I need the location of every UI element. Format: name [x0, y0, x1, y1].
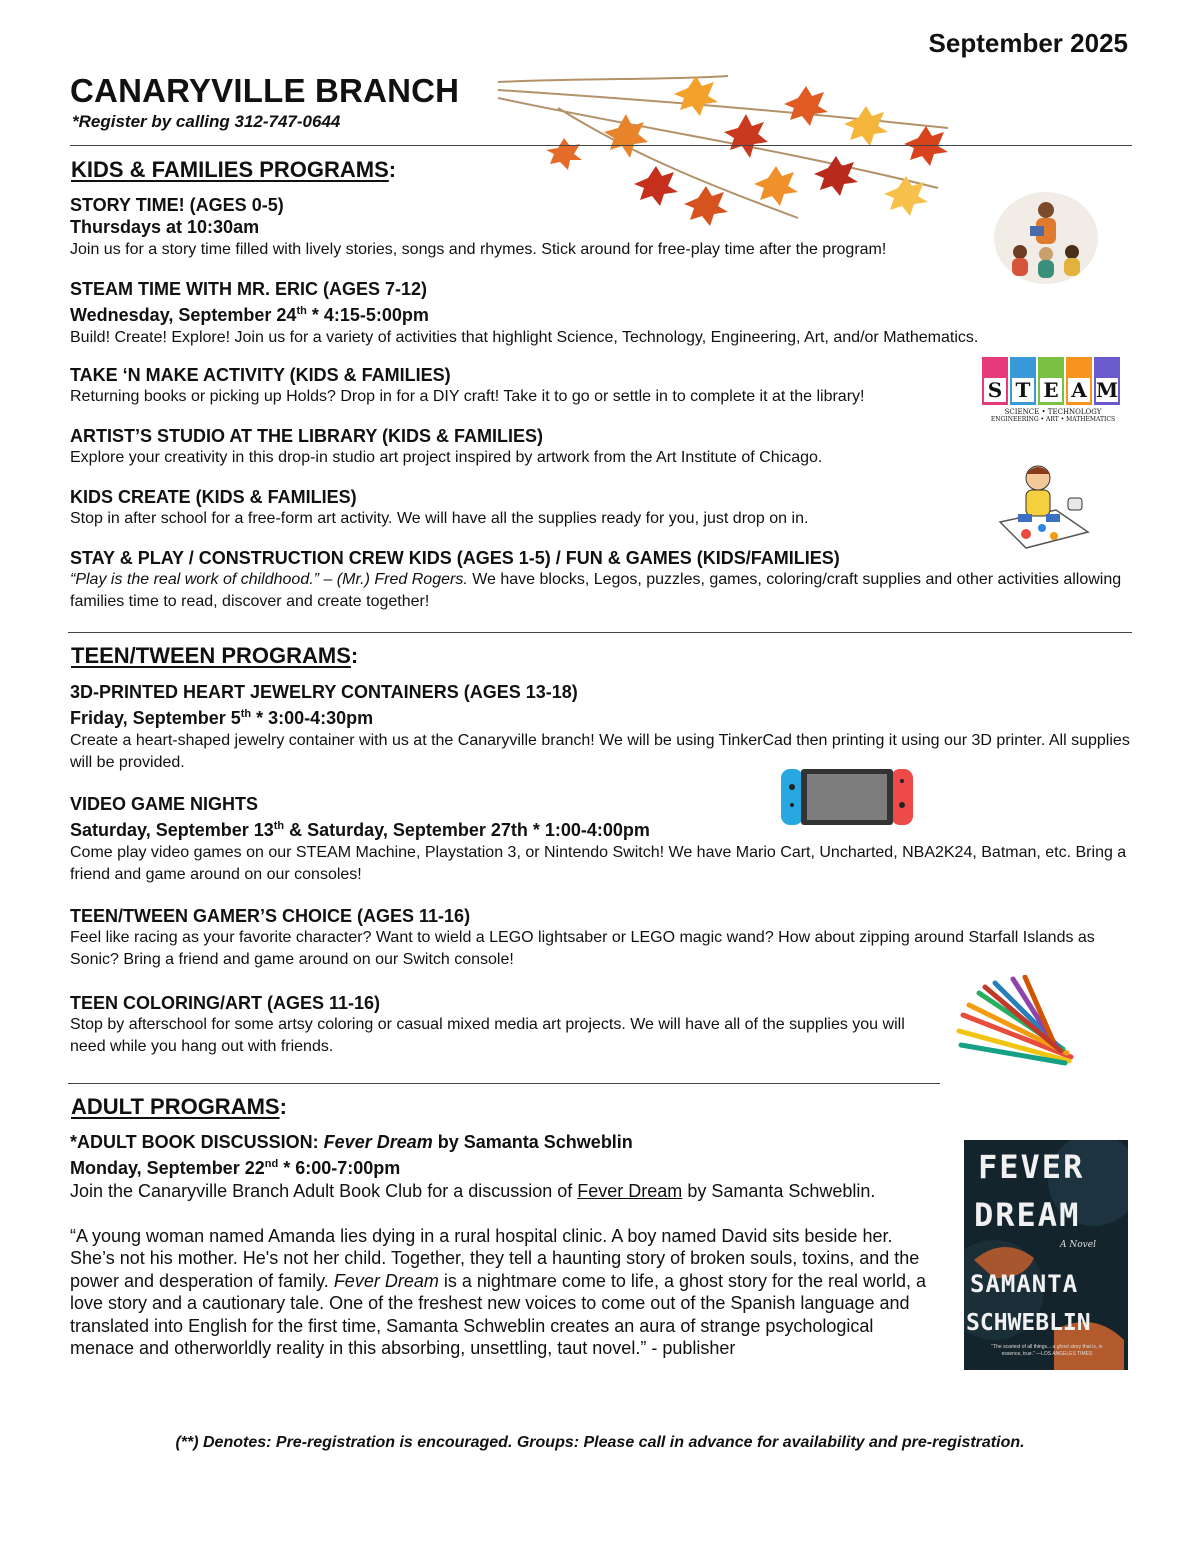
book-cover-fever-dream [964, 1140, 1128, 1370]
program-kids-create [70, 486, 970, 530]
adult-section-heading [71, 1094, 287, 1120]
book-author-line1: SAMANTA [970, 1270, 1079, 1298]
program-title: 3D-PRINTED HEART JEWELRY CONTAINERS (AGES 13-18) [70, 682, 578, 702]
teen-section-rule [68, 1083, 940, 1084]
book-subtitle: A Novel [1060, 1240, 1096, 1250]
program-schedule: Thursdays at 10:30am [70, 217, 260, 237]
steam-letter-tile [982, 357, 1008, 405]
program-stay-and-play [70, 547, 1130, 613]
program-description: Join the Canaryville Branch Adult Book Club for a discussion of Fever Dream by Samanta Schweblin. [70, 1181, 876, 1201]
book-title-line2: DREAM [974, 1196, 1081, 1234]
steam-letter-tile [1094, 357, 1120, 405]
teen-heading-text: TEEN/TWEEN PROGRAMS [71, 643, 351, 668]
kids-section-heading [71, 157, 396, 183]
book-author-line2: SCHWEBLIN [966, 1310, 1091, 1336]
kids-section-rule [68, 632, 1132, 633]
steam-letter: E [1040, 378, 1062, 402]
storytime-illustration-icon [992, 188, 1100, 288]
teen-section-heading [71, 643, 358, 669]
book-blurb: “The scariest of all things... a ghost story that is, in essence, true.” —LOS ANGELES TIMES [991, 1344, 1103, 1357]
program-title: VIDEO GAME NIGHTS [70, 794, 259, 814]
steam-logo [982, 357, 1124, 433]
program-take-n-make [70, 364, 970, 408]
steam-letter-tile [1010, 357, 1036, 405]
adult-heading-text: ADULT PROGRAMS [71, 1094, 280, 1119]
program-title: STEAM TIME WITH MR. ERIC (AGES 7-12) [70, 279, 428, 299]
book-summary-quote: “A young woman named Amanda lies dying in a rural hospital clinic. A boy named David sits beside her. She’s not his mother. He's not her child. Together, they tell a haunting story of broken souls, toxins, and the power and desperation of family. Fever Dream is a nightmare come to life, a ghost story for the real world, a love story and a cautionary tale. One of the freshest new voices to come out of the Spanish language and translated into English for the first time, Samanta Schweblin creates an aura of strange psychological menace and otherworldly reality in this absorbing, unsettling, taut novel.” - publisher [70, 1225, 927, 1358]
program-video-game-nights [70, 793, 1130, 886]
program-description: Join us for a story time filled with lively stories, songs and rhymes. Stick around for free-play time after the program! [70, 241, 887, 258]
steam-letter: M [1096, 378, 1119, 402]
colored-pencils-icon [955, 975, 1079, 1067]
program-description: Explore your creativity in this drop-in studio art project inspired by artwork from the Art Institute of Chicago. [70, 449, 823, 466]
program-description: Stop by afterschool for some artsy coloring or casual mixed media art projects. We will have all of the supplies you will need while you hang out with friends. [70, 1016, 905, 1055]
header-rule [70, 145, 1132, 146]
fred-rogers-quote: “Play is the real work of childhood.” – (Mr.) Fred Rogers. [70, 571, 468, 588]
program-title: TAKE ‘N MAKE ACTIVITY (KIDS & FAMILIES) [70, 365, 451, 385]
program-title: TEEN COLORING/ART (AGES 11-16) [70, 993, 381, 1013]
program-teen-coloring [70, 992, 942, 1058]
program-description: Stop in after school for a free-form art activity. We will have all the supplies ready for you, just drop on in. [70, 510, 809, 527]
program-adult-book-discussion [70, 1131, 940, 1360]
program-schedule: Wednesday, September 24th * 4:15-5:00pm [70, 305, 429, 325]
adult-heading-colon: : [279, 1094, 287, 1119]
program-schedule: Monday, September 22nd * 6:00-7:00pm [70, 1158, 401, 1178]
steam-logo-line2: ENGINEERING • ART • MATHEMATICS [990, 416, 1116, 423]
program-description: “Play is the real work of childhood.” – (Mr.) Fred Rogers. We have blocks, Legos, puzzles, games, coloring/craft supplies and other activities allowing families time to read, discover and create together! [70, 571, 1122, 610]
footer-note: (**) Denotes: Pre-registration is encouraged. Groups: Please call in advance for availability and pre-registration. [175, 1434, 1025, 1451]
program-title: ARTIST’S STUDIO AT THE LIBRARY (KIDS & FAMILIES) [70, 426, 544, 446]
branch-title: CANARYVILLE BRANCH [70, 72, 460, 109]
program-title: *ADULT BOOK DISCUSSION: Fever Dream by Samanta Schweblin [70, 1132, 633, 1152]
steam-letter-tile [1038, 357, 1064, 405]
program-schedule: Saturday, September 13th & Saturday, September 27th * 1:00-4:00pm [70, 820, 650, 840]
kids-heading-text: KIDS & FAMILIES PROGRAMS [71, 157, 389, 182]
book-title-line1: FEVER [978, 1148, 1085, 1186]
steam-letter-tile [1066, 357, 1092, 405]
register-note: *Register by calling 312-747-0644 [72, 112, 341, 131]
kids-heading-colon: : [388, 157, 397, 182]
program-schedule: Friday, September 5th * 3:00-4:30pm [70, 708, 374, 728]
program-story-time [70, 194, 990, 261]
program-description: Create a heart-shaped jewelry container with us at the Canaryville branch! We will be using TinkerCad then printing it using our 3D printer. All supplies will be provided. [70, 732, 1130, 771]
steam-letter: S [984, 378, 1006, 402]
steam-letter: T [1012, 378, 1034, 402]
program-description: Returning books or picking up Holds? Drop in for a DIY craft! Take it to go or settle in to complete it at the library! [70, 388, 865, 405]
steam-logo-line1: SCIENCE • TECHNOLOGY [1004, 408, 1102, 416]
program-description: Feel like racing as your favorite character? Want to wield a LEGO lightsaber or LEGO magic wand? How about zipping around Starfall Islands as Sonic? Bring a friend and game around on our Switch console! [70, 929, 1095, 968]
program-title: TEEN/TWEEN GAMER’S CHOICE (AGES 11-16) [70, 906, 471, 926]
steam-letter: A [1068, 378, 1090, 402]
program-steam-time [70, 278, 1130, 349]
program-description: Come play video games on our STEAM Machine, Playstation 3, or Nintendo Switch! We have Mario Cart, Uncharted, NBA2K24, Batman, etc. Bring a friend and game around on our consoles! [70, 844, 1127, 883]
teen-heading-colon: : [350, 643, 359, 668]
program-gamers-choice [70, 905, 1132, 971]
program-3d-printed-heart [70, 681, 1130, 774]
program-artists-studio [70, 425, 970, 469]
program-title: STORY TIME! (AGES 0-5) [70, 195, 284, 215]
month-label: September 2025 [928, 28, 1128, 58]
program-description: Build! Create! Explore! Join us for a variety of activities that highlight Science, Technology, Engineering, Art, and/or Mathematics. [70, 329, 979, 346]
kid-painting-icon [996, 462, 1092, 550]
program-title: STAY & PLAY / CONSTRUCTION CREW KIDS (AGES 1-5) / FUN & GAMES (KIDS/FAMILIES) [70, 548, 840, 568]
program-title: KIDS CREATE (KIDS & FAMILIES) [70, 487, 357, 507]
